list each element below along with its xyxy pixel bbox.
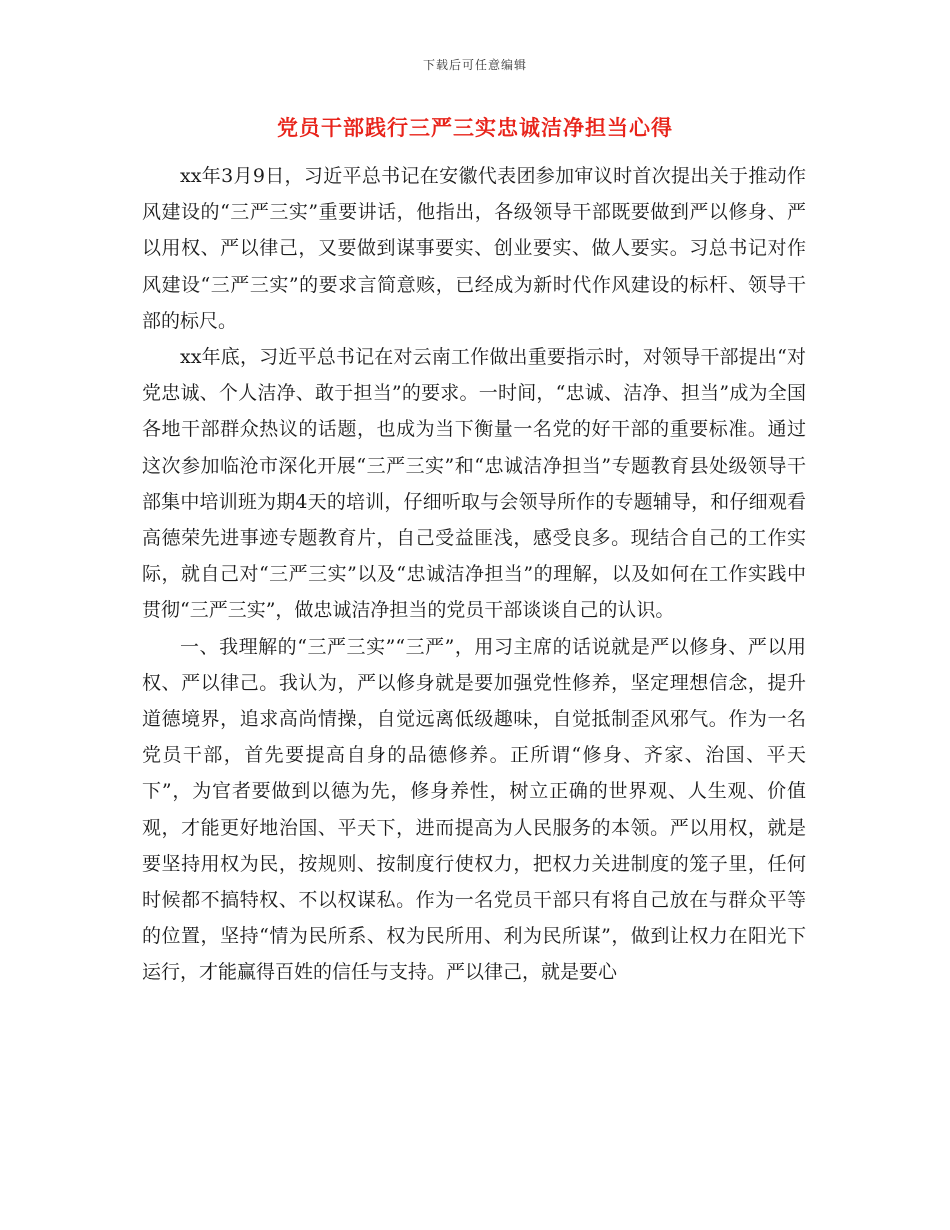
- paragraph-2: xx年底，习近平总书记在对云南工作做出重要指示时，对领导干部提出“对党忠诚、个人洁净、敢于担当”的要求。一时间，“忠诚、洁净、担当”成为全国各地干部群众热议的话题，也成为当下衡量一名党的好干部的重要标准。通过这次参加临沧市深化开展“三严三实”和“忠诚洁净担当”专题教育县处级领导干部集中培训班为期4天的培训，仔细听取与会领导所作的专题辅导，和仔细观看高德荣先进事迹专题教育片，自己受益匪浅，感受良多。现结合自己的工作实际，就自己对“三严三实”以及“忠诚洁净担当”的理解，以及如何在工作实践中贯彻“三严三实”，做忠诚洁净担当的党员干部谈谈自己的认识。: [142, 346, 806, 622]
- paragraph-1: xx年3月9日，习近平总书记在安徽代表团参加审议时首次提出关于推动作风建设的“三严三实”重要讲话，他指出，各级领导干部既要做到严以修身、严以用权、严以律己，又要做到谋事要实、创业要实、做人要实。习总书记对作风建设“三严三实”的要求言简意赅，已经成为新时代作风建设的标杆、领导干部的标尺。: [142, 165, 806, 332]
- paragraph-3: 一、我理解的“三严三实”“三严”，用习主席的话说就是严以修身、严以用权、严以律己。我认为，严以修身就是要加强党性修养，坚定理想信念，提升道德境界，追求高尚情操，自觉远离低级趣味，自觉抵制歪风邪气。作为一名党员干部，首先要提高自身的品德修养。正所谓“修身、齐家、治国、平天下”，为官者要做到以德为先，修身养性，树立正确的世界观、人生观、价值观，才能更好地治国、平天下，进而提高为人民服务的本领。严以用权，就是要坚持用权为民，按规则、按制度行使权力，把权力关进制度的笼子里，任何时候都不搞特权、不以权谋私。作为一名党员干部只有将自己放在与群众平等的位置，坚持“情为民所系、权为民所用、利为民所谋”，做到让权力在阳光下运行，才能赢得百姓的信任与支持。严以律己，就是要心: [142, 635, 806, 984]
- header-note: 下载后可任意编辑: [422, 58, 527, 72]
- document-body: [142, 158, 806, 991]
- document-title: 党员干部践行三严三实忠诚洁净担当心得: [277, 115, 673, 140]
